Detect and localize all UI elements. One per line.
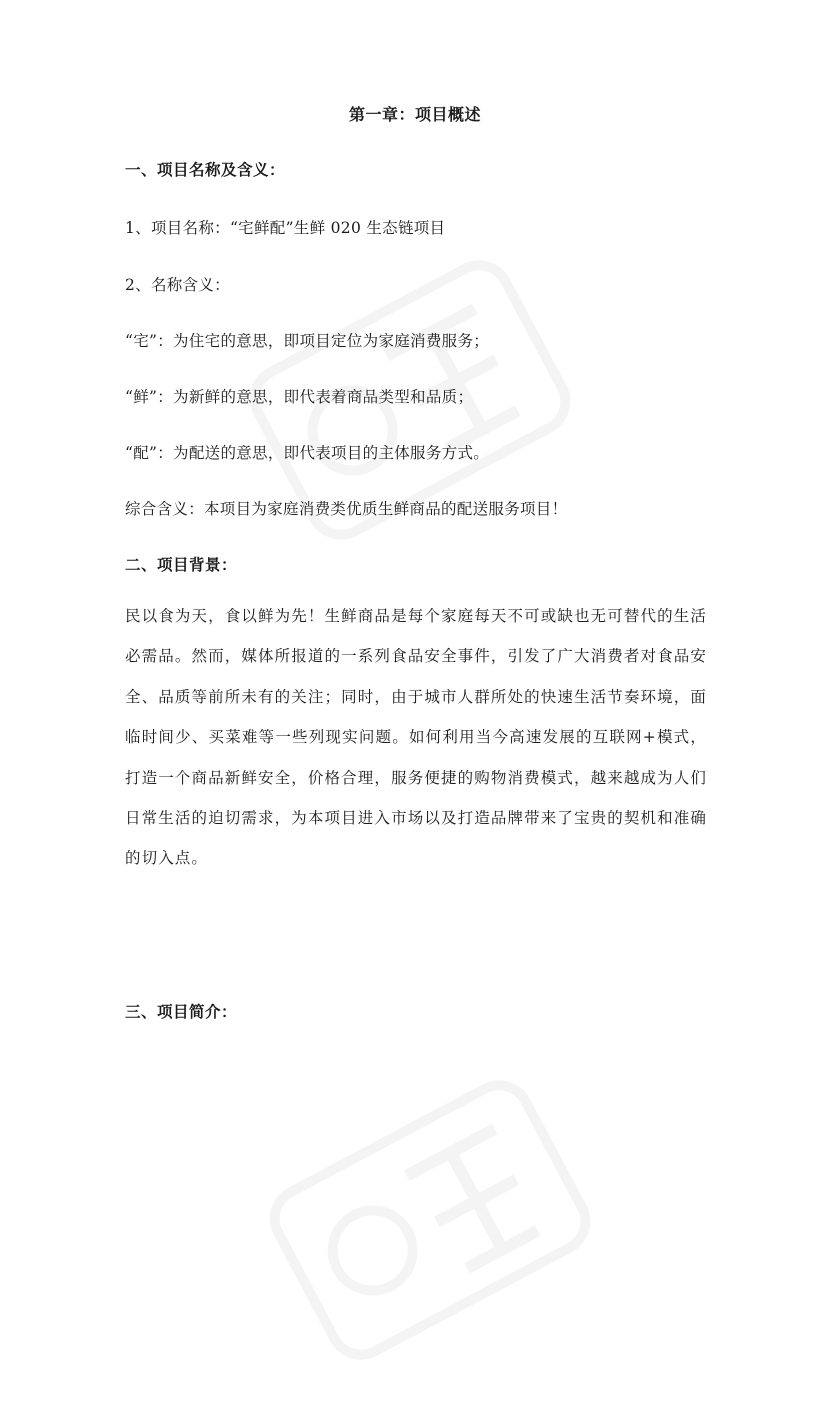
watermark-logo-bottom: [228, 1030, 633, 1410]
section-heading-project-name: 一、项目名称及含义：: [125, 160, 286, 179]
meaning-item-xian: “鲜”：为新鲜的意思，即代表着商品类型和品质；: [125, 388, 474, 406]
name-meaning-label: 2、名称含义：: [125, 276, 230, 294]
project-name-line: 1、项目名称：“宅鲜配”生鲜 020 生态链项目: [125, 219, 446, 237]
section-heading-introduction: 三、项目简介：: [125, 1002, 238, 1021]
watermark-icon: [228, 1030, 633, 1410]
section-heading-background: 二、项目背景：: [125, 555, 238, 574]
background-paragraph: 民以食为天，食以鲜为先！生鲜商品是每个家庭每天不可或缺也无可替代的生活必需品。然而，媒体所报道的一系列食品安全事件，引发了广大消费者对食品安全、品质等前所未有的关注；同时，由于城市人群所处的快速生活节奏环境，面临时间少、买菜难等一些列现实问题。如何利用当今高速发展的互联网+模式，打造一个商品新鲜安全，价格合理，服务便捷的购物消费模式，越来越成为人们日常生活的迫切需求，为本项目进入市场以及打造品牌带来了宝贵的契机和准确的切入点。: [125, 607, 707, 868]
meaning-item-pei: “配”：为配送的意思，即代表项目的主体服务方式。: [125, 444, 490, 462]
meaning-summary: 综合含义：本项目为家庭消费类优质生鲜商品的配送服务项目！: [125, 500, 568, 518]
meaning-item-zhai: “宅”：为住宅的意思，即项目定位为家庭消费服务；: [125, 332, 490, 350]
chapter-title: 第一章：项目概述: [348, 105, 481, 124]
